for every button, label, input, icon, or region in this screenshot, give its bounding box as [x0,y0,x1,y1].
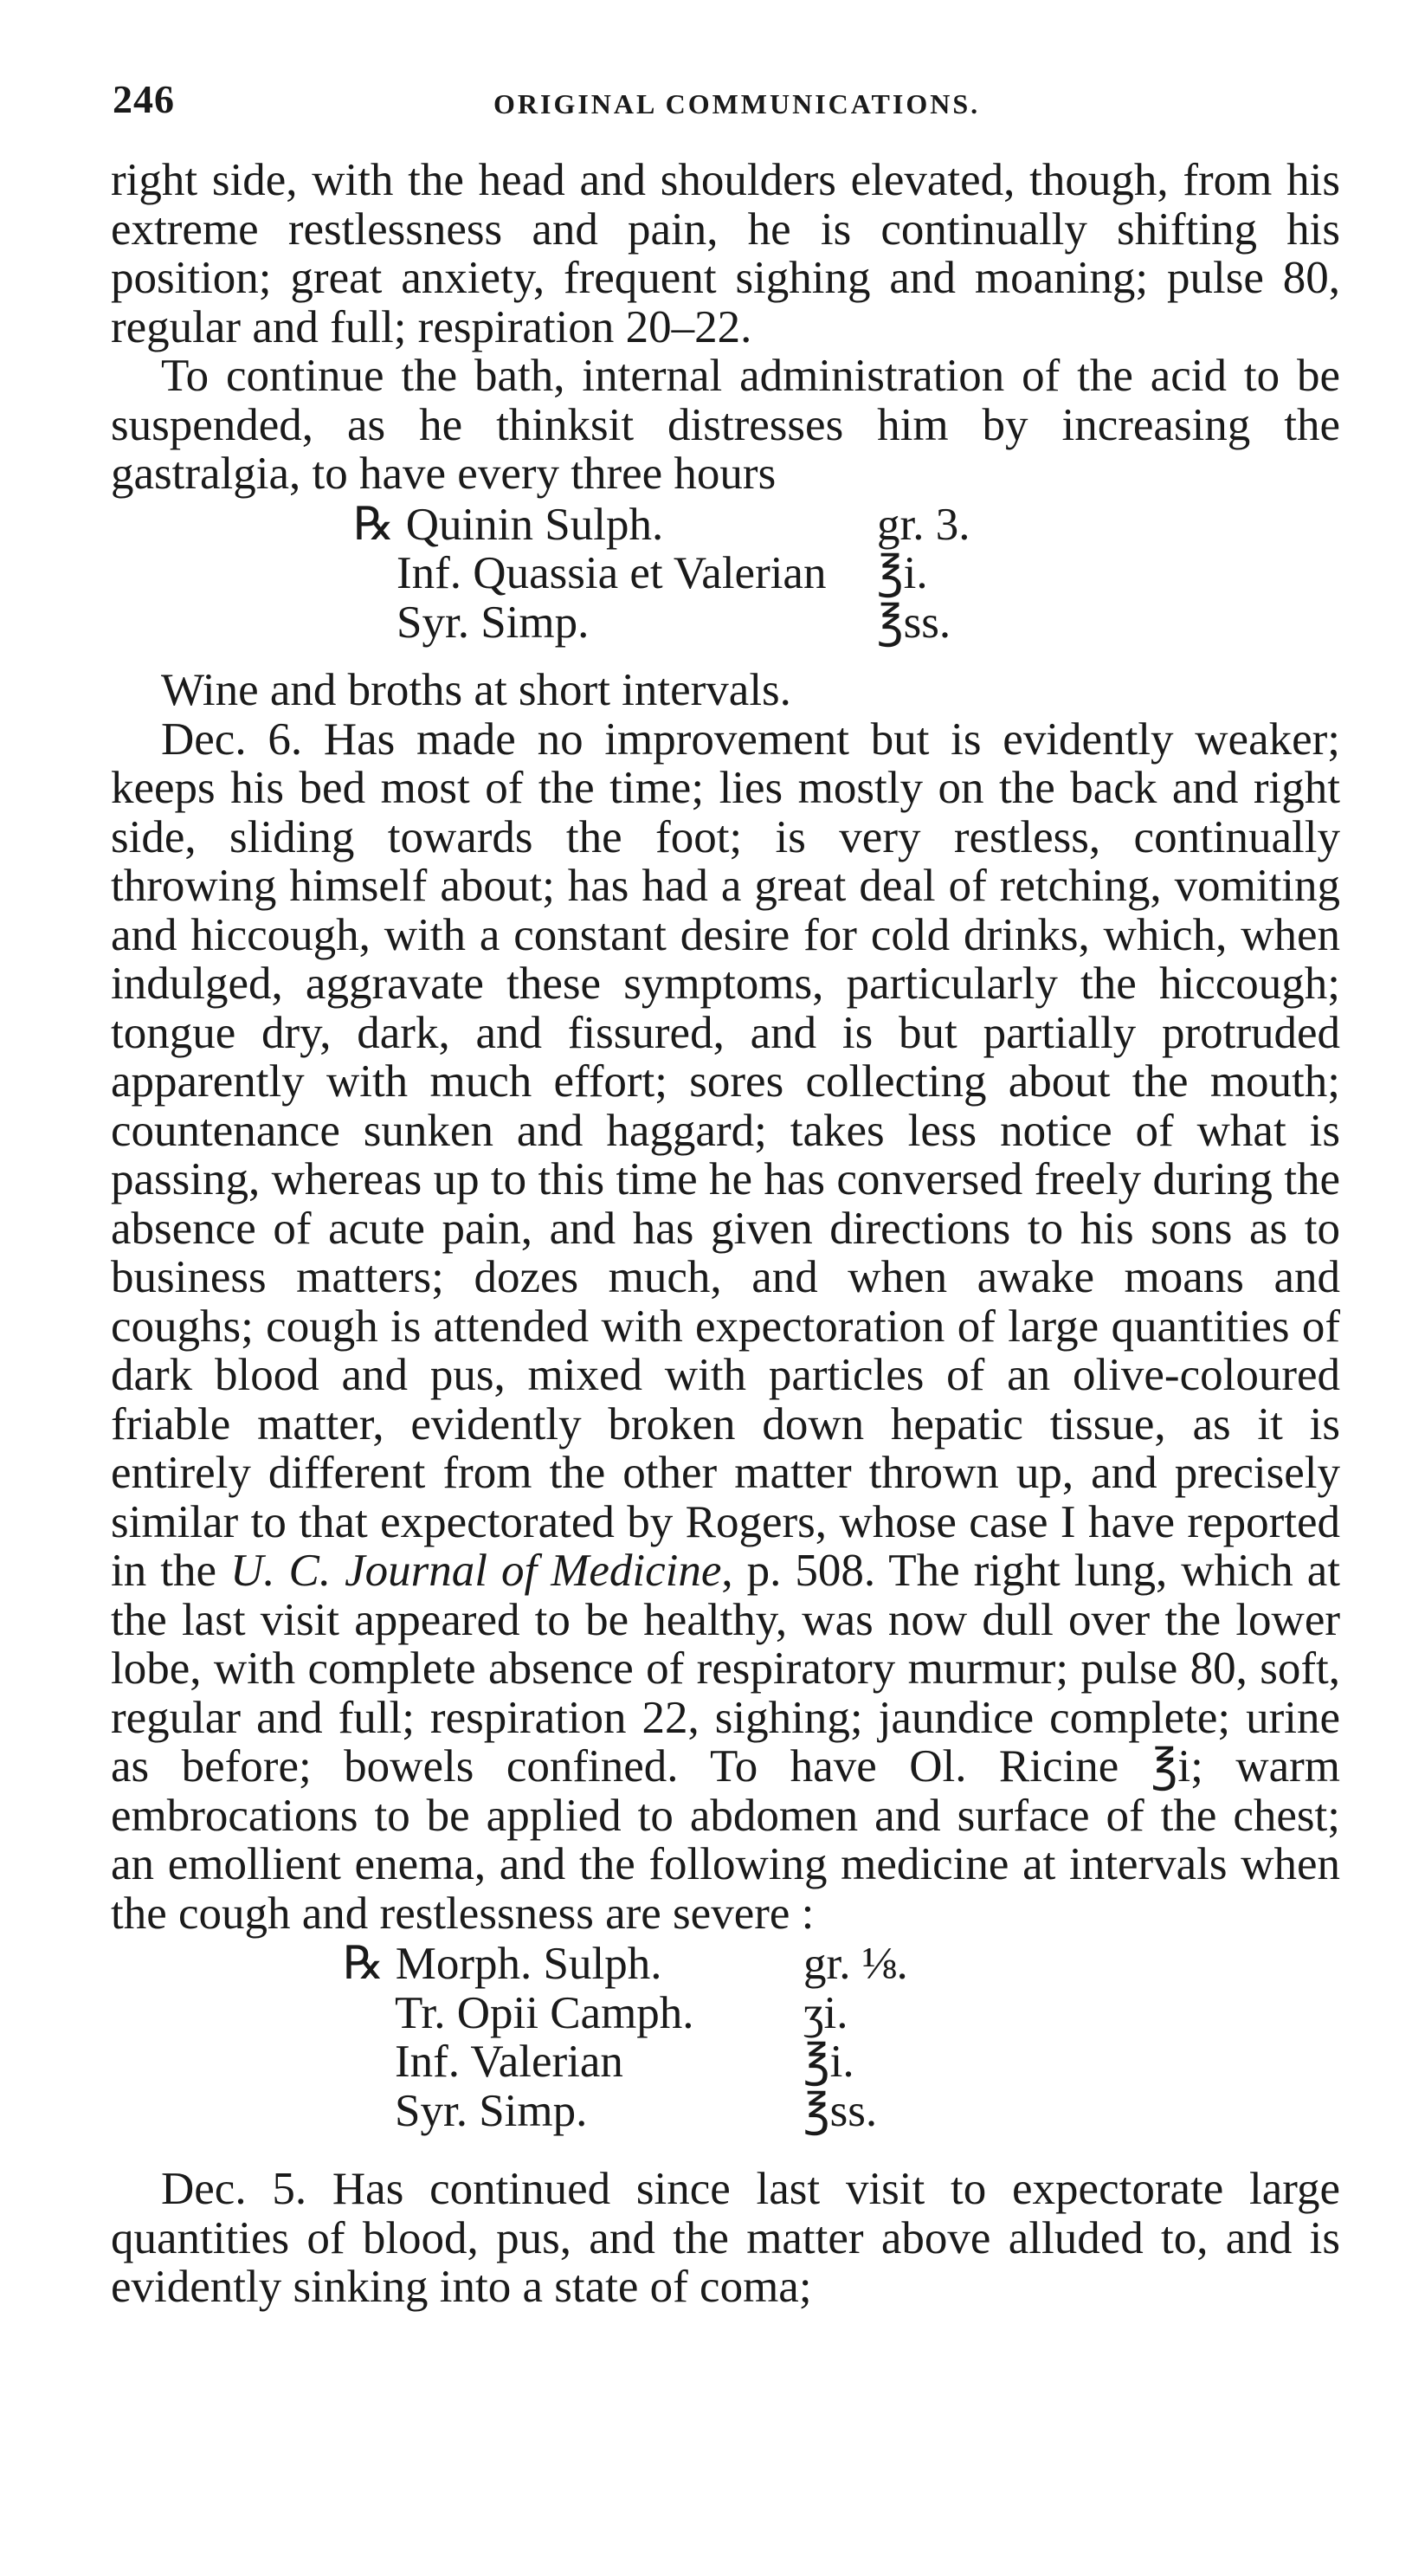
prescription-dose: ʒi. [803,1987,848,2038]
prescription [111,500,1340,648]
paragraph: To continue the bath, internal administration of the acid to be suspended, as he thinksit distresses him by increasing the gastralgia, to have every three hours [111,351,1340,499]
paragraph: Dec. 5. Has continued since last visit to expectorate large quantities of blood, pus, and the matter above alluded to, and is evidently sinking into a state of coma; [111,2164,1340,2312]
prescription-dose: ℥i. [803,2037,854,2087]
prescription-line [111,2087,1340,2136]
prescription-drug: ℞ Morph. Sulph. [343,1939,662,1989]
prescription-line [111,2037,1340,2087]
paragraph [111,715,1340,1939]
body-text [111,156,1340,2312]
page-number: 246 [113,77,175,121]
prescription-line [111,1940,1340,1989]
prescription-drug: Syr. Simp. [397,597,590,648]
paragraph-text: Dec. 6. Has made no improvement but is evidently weaker; keeps his bed most of the time; lies mostly on the back and right side, sliding towards the foot; is very restless, continually throwing himself about; has had a great deal of retching, vomiting and hiccough, with a constant desire for cold drinks, which, when indulged, aggravate these symptoms, particularly the hiccough; tongue dry, dark, and fissured, and is but partially protruded apparently with much effort; sores collecting about the mouth; countenance sunken and haggard; takes less notice of what is passing, whereas up to this time he has conversed freely during the absence of acute pain, and has given directions to his sons as to business matters; dozes much, and when awake moans and coughs; cough is attended with expectoration of large quantities of dark blood and pus, mixed with particles of an olive-coloured friable matter, evidently broken down hepatic tissue, as it is entirely different from the other matter thrown up, and precisely similar to that expectorated by Rogers, whose case I have reported in the [111,713,1340,1596]
prescription-line [111,500,1340,550]
page-header [113,76,1325,128]
prescription-dose: ℥ss. [877,597,951,648]
paragraph: Wine and broths at short intervals. [161,665,791,715]
prescription-drug: Inf. Quassia et Valerian [397,548,827,598]
prescription-drug: Syr. Simp. [395,2085,588,2136]
prescription-dose: gr. 3. [877,499,970,550]
prescription-drug: Tr. Opii Camph. [395,1987,694,2038]
paragraph: right side, with the head and shoulders elevated, though, from his extreme restlessness and pain, he is continually shifting his position; great anxiety, frequent sighing and moaning; pulse 80, regular and full; respiration 20–22. [111,155,1340,352]
prescription-drug: ℞ Quinin Sulph. [353,499,664,550]
prescription-drug: Inf. Valerian [395,2037,623,2087]
prescription-dose: gr. ⅛. [803,1939,908,1989]
prescription-dose: ℥ss. [803,2085,878,2136]
paragraph-text: , p. 508. The right lung, which at the last visit appeared to be healthy, was now dull over the lower lobe, with complete absence of respiratory murmur; pulse 80, soft, regular and full; respiration 22, sighing; jaundice complete; urine as before; bowels confined. To have Ol. Ricine ℥i; warm embrocations to be applied to abdomen and surface of the chest; an emollient enema, and the following medicine at intervals when the cough and restlessness are severe : [111,1546,1340,1939]
prescription-line [111,549,1340,598]
prescription [111,1940,1340,2135]
journal-title: U. C. Journal of Medicine [229,1546,722,1596]
prescription-line [111,1989,1340,2038]
prescription-dose: ℥i. [877,548,928,598]
running-head: ORIGINAL COMMUNICATIONS. [493,88,981,119]
prescription-line [111,598,1340,648]
